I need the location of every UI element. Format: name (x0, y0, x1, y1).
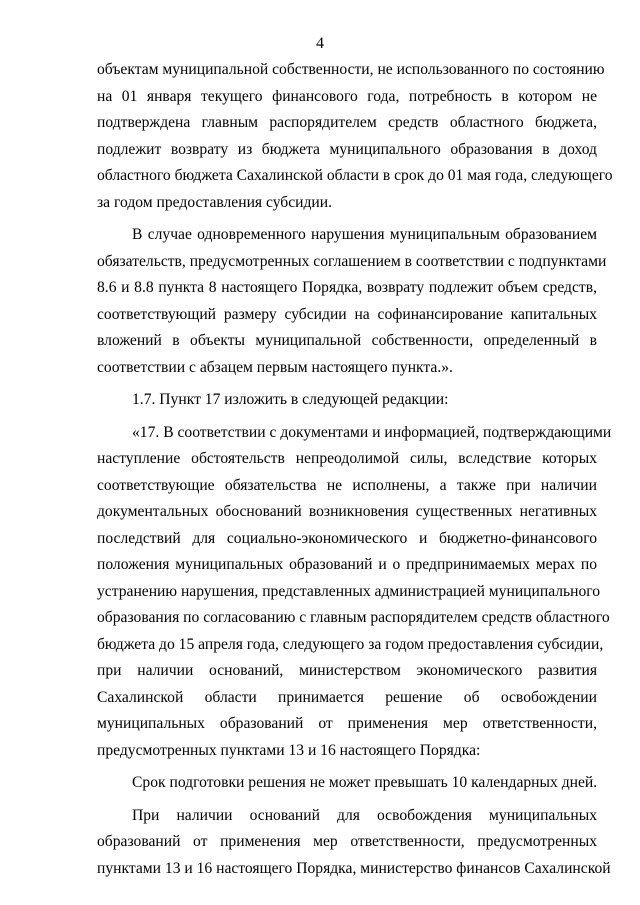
text-line: бюджета до 15 апреля года, следующего за годом предоставления субсидии, (97, 635, 604, 653)
text-line: «17. В соответствии с документами и информацией, подтверждающими (132, 423, 612, 441)
paragraph (97, 222, 607, 381)
paragraph (97, 420, 612, 765)
text-line: муниципальных образований от применения мер ответственности, (97, 715, 597, 732)
document-body (97, 57, 613, 882)
text-line: вложений в объекты муниципальной собственности, определенный в (97, 332, 597, 349)
page-number: 4 (316, 35, 324, 52)
text-line: за годом предоставления субсидии. (97, 193, 333, 211)
paragraph (97, 770, 597, 797)
text-line: устранению нарушения, представленных администрацией муниципального (97, 582, 601, 600)
text-line: подтверждена главным распорядителем средств областного бюджета, (97, 114, 597, 131)
text-line: последствий для социально-экономического и бюджетно-финансового (97, 529, 597, 547)
text-line: образований от применения мер ответственности, предусмотренных (97, 833, 597, 850)
text-line: областного бюджета Сахалинской области в срок до 01 мая года, следующего (97, 167, 613, 184)
text-line: обязательств, предусмотренных соглашением в соответствии с подпунктами (97, 252, 607, 270)
text-line: соответствующий размеру субсидии на софинансирование капитальных (97, 305, 597, 323)
text-line: пунктами 13 и 16 настоящего Порядка, министерство финансов Сахалинской (97, 859, 611, 877)
text-line: положения муниципальных образований и о предпринимаемых мерах по (97, 556, 597, 573)
text-line: наступление обстоятельств непреодолимой силы, вследствие которых (97, 450, 597, 467)
text-line: объектам муниципальной собственности, не использованного по состоянию (97, 61, 605, 78)
paragraph (97, 387, 597, 414)
text-line: образования по согласованию с главным распорядителем средств областного (97, 609, 610, 626)
text-line: 1.7. Пункт 17 изложить в следующей редакции: (132, 391, 449, 408)
text-line: на 01 января текущего финансового года, потребность в котором не (97, 87, 597, 105)
paragraph (97, 803, 611, 883)
paragraph (97, 57, 613, 216)
text-line: соответствии с абзацем первым настоящего пункта.». (97, 358, 453, 376)
text-line: Срок подготовки решения не может превышать 10 календарных дней. (132, 774, 598, 791)
text-line: В случае одновременного нарушения муниципальным образованием (132, 226, 597, 243)
text-line: соответствующие обязательства не исполнены, а также при наличии (97, 476, 597, 494)
text-line: подлежит возврату из бюджета муниципального образования в доход (97, 140, 597, 158)
text-line: документальных обоснований возникновения существенных негативных (97, 503, 597, 520)
text-line: Сахалинской области принимается решение об освобождении (97, 688, 597, 706)
text-line: При наличии оснований для освобождения муниципальных (132, 806, 597, 824)
text-line: при наличии оснований, министерством экономического развития (97, 662, 597, 679)
text-line: 8.6 и 8.8 пункта 8 настоящего Порядка, возврату подлежит объем средств, (97, 279, 597, 296)
text-line: предусмотренных пунктами 13 и 16 настоящего Порядка: (97, 741, 481, 759)
